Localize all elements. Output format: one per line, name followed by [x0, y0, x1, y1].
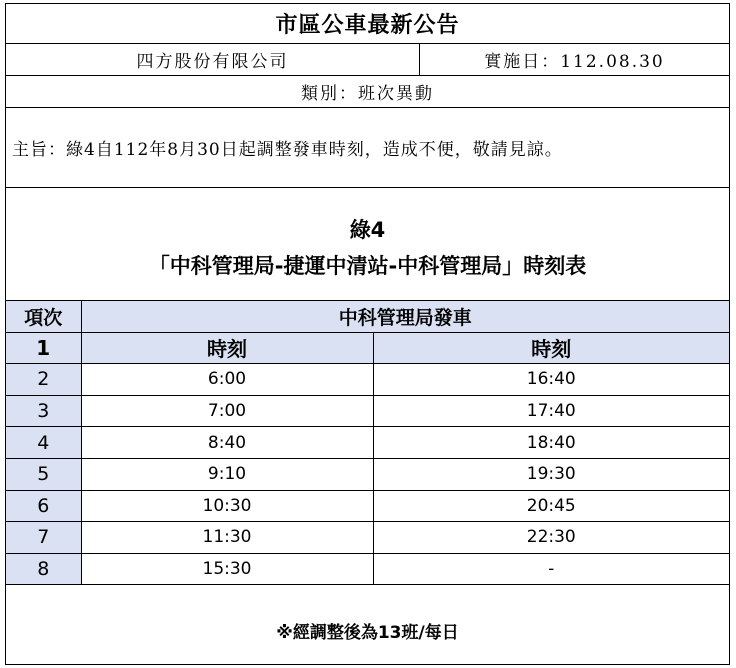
row-index: 8 — [6, 553, 81, 585]
notice-category: 類別：班次異動 — [6, 76, 729, 108]
notice-subject: 主旨：綠4自112年8月30日起調整發車時刻，造成不便，敬請見諒。 — [6, 108, 729, 188]
time-cell: 10:30 — [81, 490, 373, 522]
time-column-header: 時刻 — [373, 332, 729, 364]
row-index: 5 — [6, 458, 81, 490]
company-name: 四方股份有限公司 — [6, 44, 420, 75]
time-cell: 11:30 — [81, 522, 373, 554]
time-cell: 18:40 — [373, 427, 729, 459]
time-cell: 9:10 — [81, 458, 373, 490]
time-cell: 15:30 — [81, 553, 373, 585]
table-row — [6, 395, 729, 427]
table-row — [6, 522, 729, 554]
route-heading — [6, 188, 729, 301]
notice-title: 市區公車最新公告 — [6, 4, 729, 44]
route-title: 「中科管理局-捷運中清站-中科管理局」時刻表 — [148, 254, 587, 278]
route-name: 綠4 — [349, 218, 386, 242]
time-cell: 20:45 — [373, 490, 729, 522]
row-index: 2 — [6, 364, 81, 396]
time-cell: 19:30 — [373, 458, 729, 490]
time-cell: 7:00 — [81, 395, 373, 427]
row-index: 7 — [6, 522, 81, 554]
table-row — [6, 553, 729, 585]
time-cell: 8:40 — [81, 427, 373, 459]
index-column-header: 項次 — [6, 301, 81, 332]
timetable-subheader-row — [6, 332, 729, 364]
time-cell: 17:40 — [373, 395, 729, 427]
time-cell: 22:30 — [373, 522, 729, 554]
row-index: 3 — [6, 395, 81, 427]
row-index: 6 — [6, 490, 81, 522]
notice-sheet — [5, 3, 730, 665]
company-row — [6, 44, 729, 76]
effective-date: 實施日：112.08.30 — [484, 52, 665, 72]
footer-note: ※經調整後為13班/每日 — [276, 622, 459, 643]
departure-header: 中科管理局發車 — [81, 301, 729, 332]
time-cell: 6:00 — [81, 364, 373, 396]
timetable-header-row — [6, 301, 729, 332]
timetable — [6, 301, 729, 585]
table-row — [6, 364, 729, 396]
table-row — [6, 490, 729, 522]
table-row — [6, 427, 729, 459]
time-column-header: 時刻 — [81, 332, 373, 364]
subheader-index: 1 — [6, 332, 81, 364]
row-index: 4 — [6, 427, 81, 459]
time-cell: 16:40 — [373, 364, 729, 396]
table-row — [6, 458, 729, 490]
time-cell: - — [373, 553, 729, 585]
